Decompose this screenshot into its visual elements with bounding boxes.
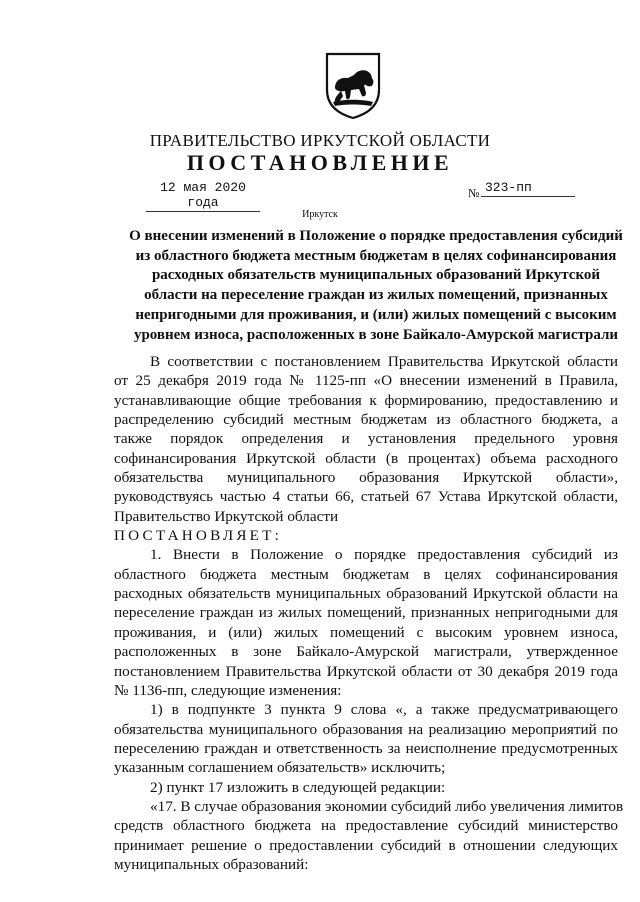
- number-sign: №: [468, 186, 480, 200]
- title-line: расходных обязательств муниципальных образований Иркутской: [151, 267, 601, 284]
- body-line: обязательства муниципального образования на реализацию мероприятий по: [114, 720, 618, 738]
- document-type-heading: ПОСТАНОВЛЕНИЕ: [186, 150, 454, 175]
- body-line: расположенных в зоне Байкало-Амурской магистрали, утвержденное: [114, 643, 618, 661]
- resolves-heading: ПОСТАНОВЛЯЕТ:: [114, 527, 283, 545]
- body-line: «17. В случае образования экономии субсидий либо увеличения лимитов: [150, 797, 624, 815]
- title-line: области на переселение граждан из жилых помещений, признанных: [144, 287, 608, 304]
- document-body: [114, 352, 624, 874]
- body-line: 1. Внести в Положение о порядке предоставления субсидий из: [150, 546, 618, 564]
- title-line: непригодными для проживания, и (или) жилых помещений с высоким: [135, 306, 617, 323]
- document-number: 323-пп: [481, 180, 575, 197]
- body-line: Правительство Иркутской области: [114, 507, 339, 525]
- body-line: проживания, и (или) жилых помещений с высоким уровнем износа,: [114, 623, 618, 641]
- title-line: из областного бюджета местным бюджетам в целях софинансирования: [135, 247, 617, 264]
- body-line: средств областного бюджета на предоставление субсидий министерство: [114, 817, 618, 835]
- body-line: от 25 декабря 2019 года № 1125-пп «О внесении изменений в Правила,: [114, 372, 618, 390]
- issue-city: Иркутск: [302, 209, 338, 220]
- body-line: 1) в подпункте 3 пункта 9 слова «, а также предусматривающего: [150, 701, 618, 719]
- body-line: постановлением Правительства Иркутской области от 30 декабря 2019 года: [114, 662, 618, 680]
- body-line: устанавливающие общие требования к формированию, предоставлению и: [114, 391, 618, 409]
- title-line: О внесении изменений в Положение о порядке предоставления субсидий: [129, 228, 623, 244]
- document-title: [112, 227, 640, 345]
- irkutsk-coat-of-arms-icon: [321, 50, 385, 120]
- body-line: указанным соглашением обязательств» исключить;: [114, 759, 446, 777]
- body-line: областного бюджета местным бюджетам в целях софинансирования: [114, 565, 618, 583]
- body-line: переселению граждан и ответственность за неисполнение предусмотренных: [114, 739, 618, 757]
- body-line: В соответствии с постановлением Правительства Иркутской области: [150, 353, 618, 370]
- title-line: уровнем износа, расположенных в зоне Байкало-Амурской магистрали: [133, 326, 619, 343]
- body-line: принимает решение о предоставлении субсидий в отношении следующих: [114, 836, 618, 854]
- body-line: распределению субсидий местным бюджетам из областного бюджета, а: [114, 411, 618, 429]
- body-line: расходных обязательств муниципальных образований Иркутской области на: [114, 585, 618, 603]
- body-line: муниципальных образований:: [114, 855, 309, 873]
- body-line: № 1136-пп, следующие изменения:: [114, 681, 342, 699]
- body-line: 2) пункт 17 изложить в следующей редакции:: [150, 778, 446, 796]
- government-name: ПРАВИТЕЛЬСТВО ИРКУТСКОЙ ОБЛАСТИ: [149, 131, 491, 150]
- document-date: 12 мая 2020 года: [146, 180, 260, 212]
- body-line: обязательства муниципального образования Иркутской области»,: [114, 469, 618, 487]
- body-line: руководствуясь частью 4 статьи 66, статьей 67 Устава Иркутской области,: [114, 488, 618, 506]
- body-line: софинансирования Иркутской области (в процентах) объема расходного: [114, 449, 618, 467]
- body-line: переселение граждан из жилых помещений, признанных непригодными для: [114, 604, 618, 622]
- body-line: также порядок определения и установления предельного уровня: [114, 430, 618, 448]
